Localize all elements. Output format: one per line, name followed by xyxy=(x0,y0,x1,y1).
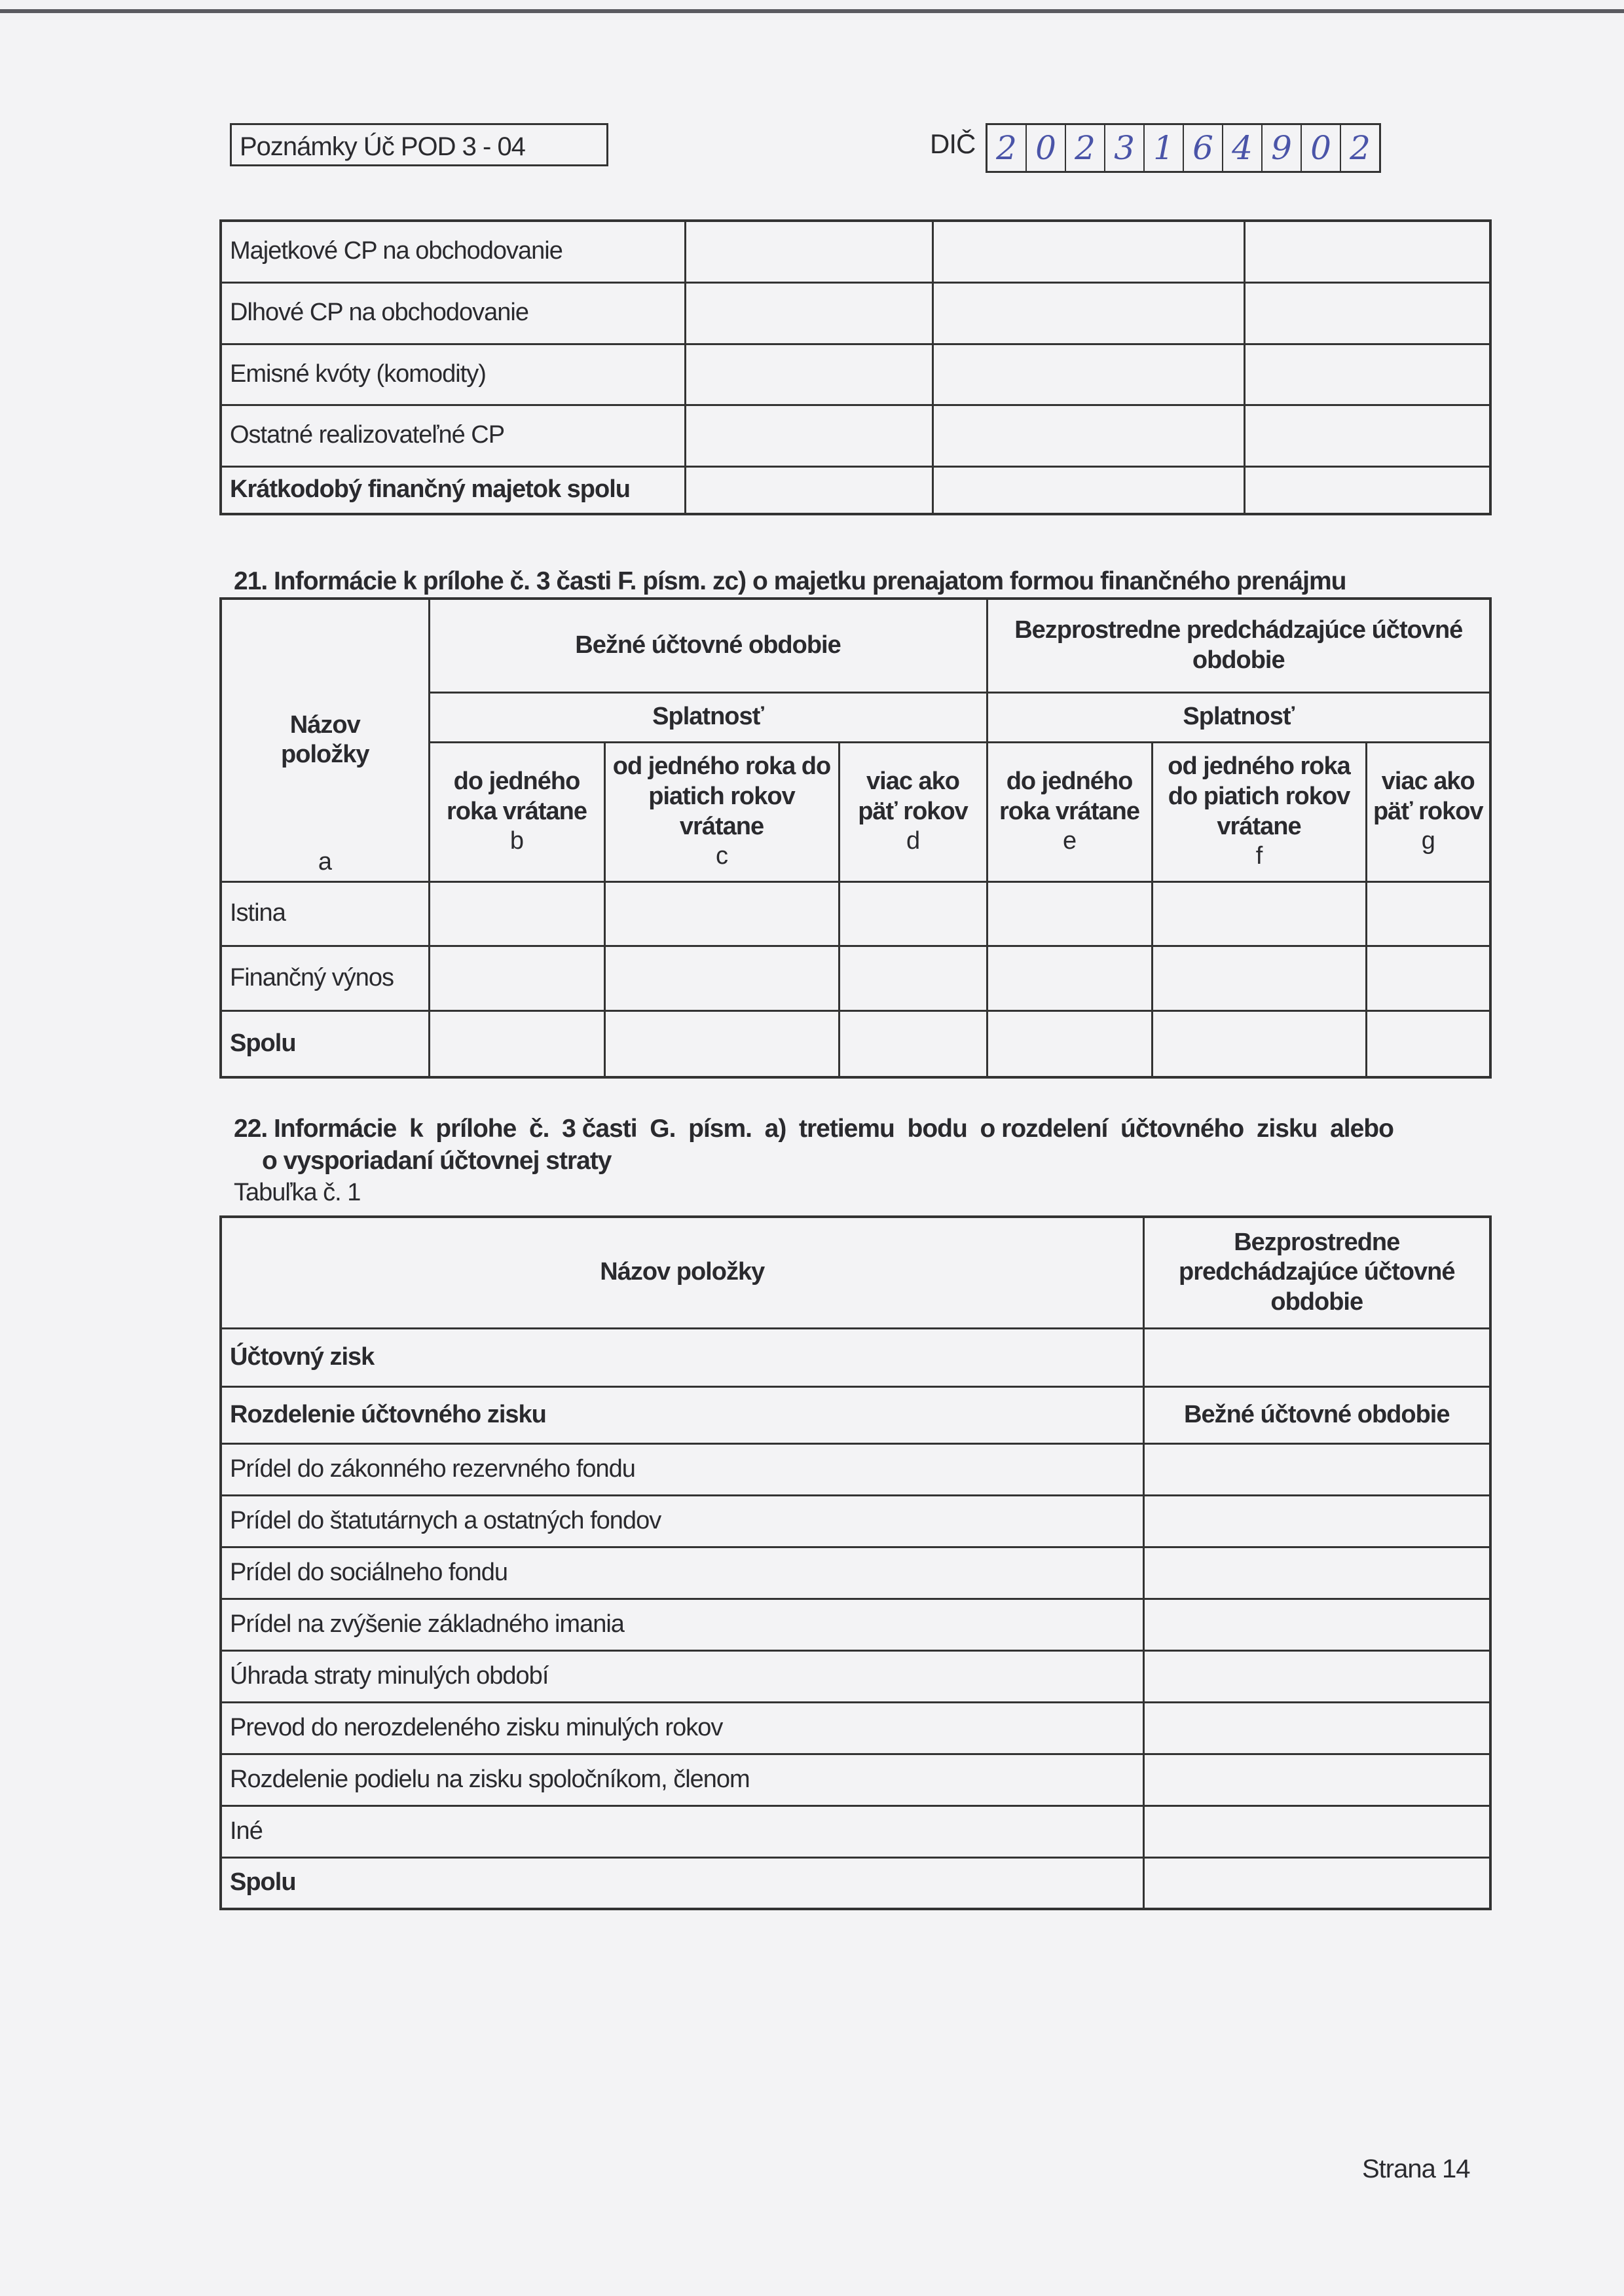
subcol-header: viac ako päť rokov xyxy=(858,768,968,825)
cell[interactable] xyxy=(1143,1805,1490,1857)
cell[interactable] xyxy=(932,221,1244,282)
maturity-header: Splatnosť xyxy=(987,692,1490,742)
cell[interactable] xyxy=(604,1010,839,1077)
dic-digit: 3 xyxy=(1105,125,1145,171)
cell[interactable] xyxy=(987,881,1152,946)
dic-digit: 2 xyxy=(987,125,1027,171)
col-letter: a xyxy=(318,848,332,876)
dic-digit: 0 xyxy=(1302,125,1341,171)
dic-boxes xyxy=(986,123,1381,173)
section-22-title: 22. Informácie k prílohe č. 3 časti G. písm. a) tretiemu bodu o rozdelení účtovného zisku alebo xyxy=(234,1115,1393,1143)
dic-digit: 2 xyxy=(1066,125,1105,171)
dic-digit: 6 xyxy=(1184,125,1223,171)
cell[interactable] xyxy=(839,881,987,946)
cell[interactable] xyxy=(1143,1702,1490,1754)
cell[interactable] xyxy=(839,1010,987,1077)
cell[interactable] xyxy=(685,221,932,282)
cell[interactable] xyxy=(1152,881,1366,946)
cell[interactable] xyxy=(932,405,1244,466)
row-label: Rozdelenie podielu na zisku spoločníkom, členom xyxy=(221,1754,1143,1805)
previous-period-header: Bezprostredne predchádzajúce účtovné obdobie xyxy=(1143,1217,1490,1328)
row-label: Prídel do štatutárnych a ostatných fondov xyxy=(221,1495,1143,1547)
cell[interactable] xyxy=(685,405,932,466)
row-label: Úhrada straty minulých období xyxy=(221,1650,1143,1702)
col-letter: d xyxy=(906,827,920,855)
cell[interactable] xyxy=(685,344,932,405)
row-label-total: Krátkodobý finančný majetok spolu xyxy=(221,466,685,514)
table-label: Tabuľka č. 1 xyxy=(234,1179,361,1206)
dic-digit: 2 xyxy=(1350,129,1371,167)
row-label-total: Spolu xyxy=(221,1010,429,1077)
col-letter: e xyxy=(1062,827,1077,855)
cell[interactable] xyxy=(1244,466,1490,514)
cell[interactable] xyxy=(1143,1443,1490,1495)
cell[interactable] xyxy=(429,881,604,946)
cell[interactable] xyxy=(1152,1010,1366,1077)
col-letter: g xyxy=(1421,827,1435,855)
cell[interactable] xyxy=(1152,946,1366,1010)
cell[interactable] xyxy=(1143,1754,1490,1805)
cell[interactable] xyxy=(932,344,1244,405)
form-code: Poznámky Úč POD 3 - 04 xyxy=(230,123,608,166)
row-label: Účtovný zisk xyxy=(221,1328,1143,1386)
page-number: Strana 14 xyxy=(1362,2155,1470,2183)
cell[interactable] xyxy=(1244,344,1490,405)
cell[interactable] xyxy=(429,946,604,1010)
row-label: Iné xyxy=(221,1805,1143,1857)
col-name-header: Názov položky xyxy=(221,1217,1143,1328)
col-letter: b xyxy=(509,827,524,855)
subcol-header: viac ako päť rokov xyxy=(1373,768,1483,825)
row-label: Prídel do sociálneho fondu xyxy=(221,1547,1143,1599)
cell[interactable] xyxy=(1366,881,1490,946)
row-label: Dlhové CP na obchodovanie xyxy=(221,282,685,344)
row-label: Finančný výnos xyxy=(221,946,429,1010)
cell[interactable] xyxy=(839,946,987,1010)
col-letter: c xyxy=(716,842,728,870)
subcol-header: do jedného roka vrátane xyxy=(446,768,587,825)
cell[interactable] xyxy=(1143,1599,1490,1650)
col-letter: f xyxy=(1255,842,1263,870)
row-label: Rozdelenie účtovného zisku xyxy=(221,1386,1143,1443)
cell[interactable] xyxy=(932,282,1244,344)
cell[interactable] xyxy=(429,1010,604,1077)
cell[interactable] xyxy=(932,466,1244,514)
subcol-header: od jedného roka do piatich rokov vrátane xyxy=(612,752,831,840)
scan-edge xyxy=(0,9,1624,13)
subcol-header: od jedného roka do piatich rokov vrátane xyxy=(1168,752,1350,840)
row-label: Ostatné realizovateľné CP xyxy=(221,405,685,466)
current-period-header: Bežné účtovné obdobie xyxy=(429,599,987,692)
short-term-financial-assets-table xyxy=(219,219,1492,515)
cell[interactable] xyxy=(1143,1495,1490,1547)
cell[interactable] xyxy=(685,466,932,514)
subcol-header: do jedného roka vrátane xyxy=(999,768,1140,825)
dic-digit: 0 xyxy=(1027,125,1066,171)
cell[interactable] xyxy=(1143,1857,1490,1909)
profit-distribution-table xyxy=(219,1215,1492,1910)
col-name-label: Názov položky xyxy=(281,711,369,769)
cell[interactable] xyxy=(1143,1547,1490,1599)
dic-digit: 1 xyxy=(1145,125,1184,171)
cell[interactable] xyxy=(1244,282,1490,344)
cell[interactable] xyxy=(987,1010,1152,1077)
row-label: Prevod do nerozdeleného zisku minulých rokov xyxy=(221,1702,1143,1754)
cell[interactable] xyxy=(1244,405,1490,466)
row-label: Emisné kvóty (komodity) xyxy=(221,344,685,405)
row-label-total: Spolu xyxy=(221,1857,1143,1909)
cell[interactable] xyxy=(1366,946,1490,1010)
finance-lease-table xyxy=(219,597,1492,1079)
section-21-title: 21. Informácie k prílohe č. 3 časti F. písm. zc) o majetku prenajatom formou finančného prenájmu xyxy=(234,567,1346,595)
dic-digit: 9 xyxy=(1263,125,1302,171)
section-22-title-cont: o vysporiadaní účtovnej straty xyxy=(262,1147,612,1175)
cell[interactable] xyxy=(987,946,1152,1010)
cell[interactable] xyxy=(685,282,932,344)
col-name-header xyxy=(221,599,429,881)
row-label: Prídel do zákonného rezervného fondu xyxy=(221,1443,1143,1495)
cell[interactable] xyxy=(604,946,839,1010)
current-period-header: Bežné účtovné obdobie xyxy=(1143,1386,1490,1443)
maturity-header: Splatnosť xyxy=(429,692,987,742)
previous-period-header: Bezprostredne predchádzajúce účtovné obdobie xyxy=(987,599,1490,692)
cell[interactable] xyxy=(1143,1650,1490,1702)
cell[interactable] xyxy=(1244,221,1490,282)
row-label: Majetkové CP na obchodovanie xyxy=(221,221,685,282)
cell[interactable] xyxy=(1143,1328,1490,1386)
row-label: Istina xyxy=(221,881,429,946)
dic-digit: 4 xyxy=(1223,125,1263,171)
row-label: Prídel na zvýšenie základného imania xyxy=(221,1599,1143,1650)
cell[interactable] xyxy=(1366,1010,1490,1077)
dic-label: DIČ xyxy=(930,128,976,159)
cell[interactable] xyxy=(604,881,839,946)
